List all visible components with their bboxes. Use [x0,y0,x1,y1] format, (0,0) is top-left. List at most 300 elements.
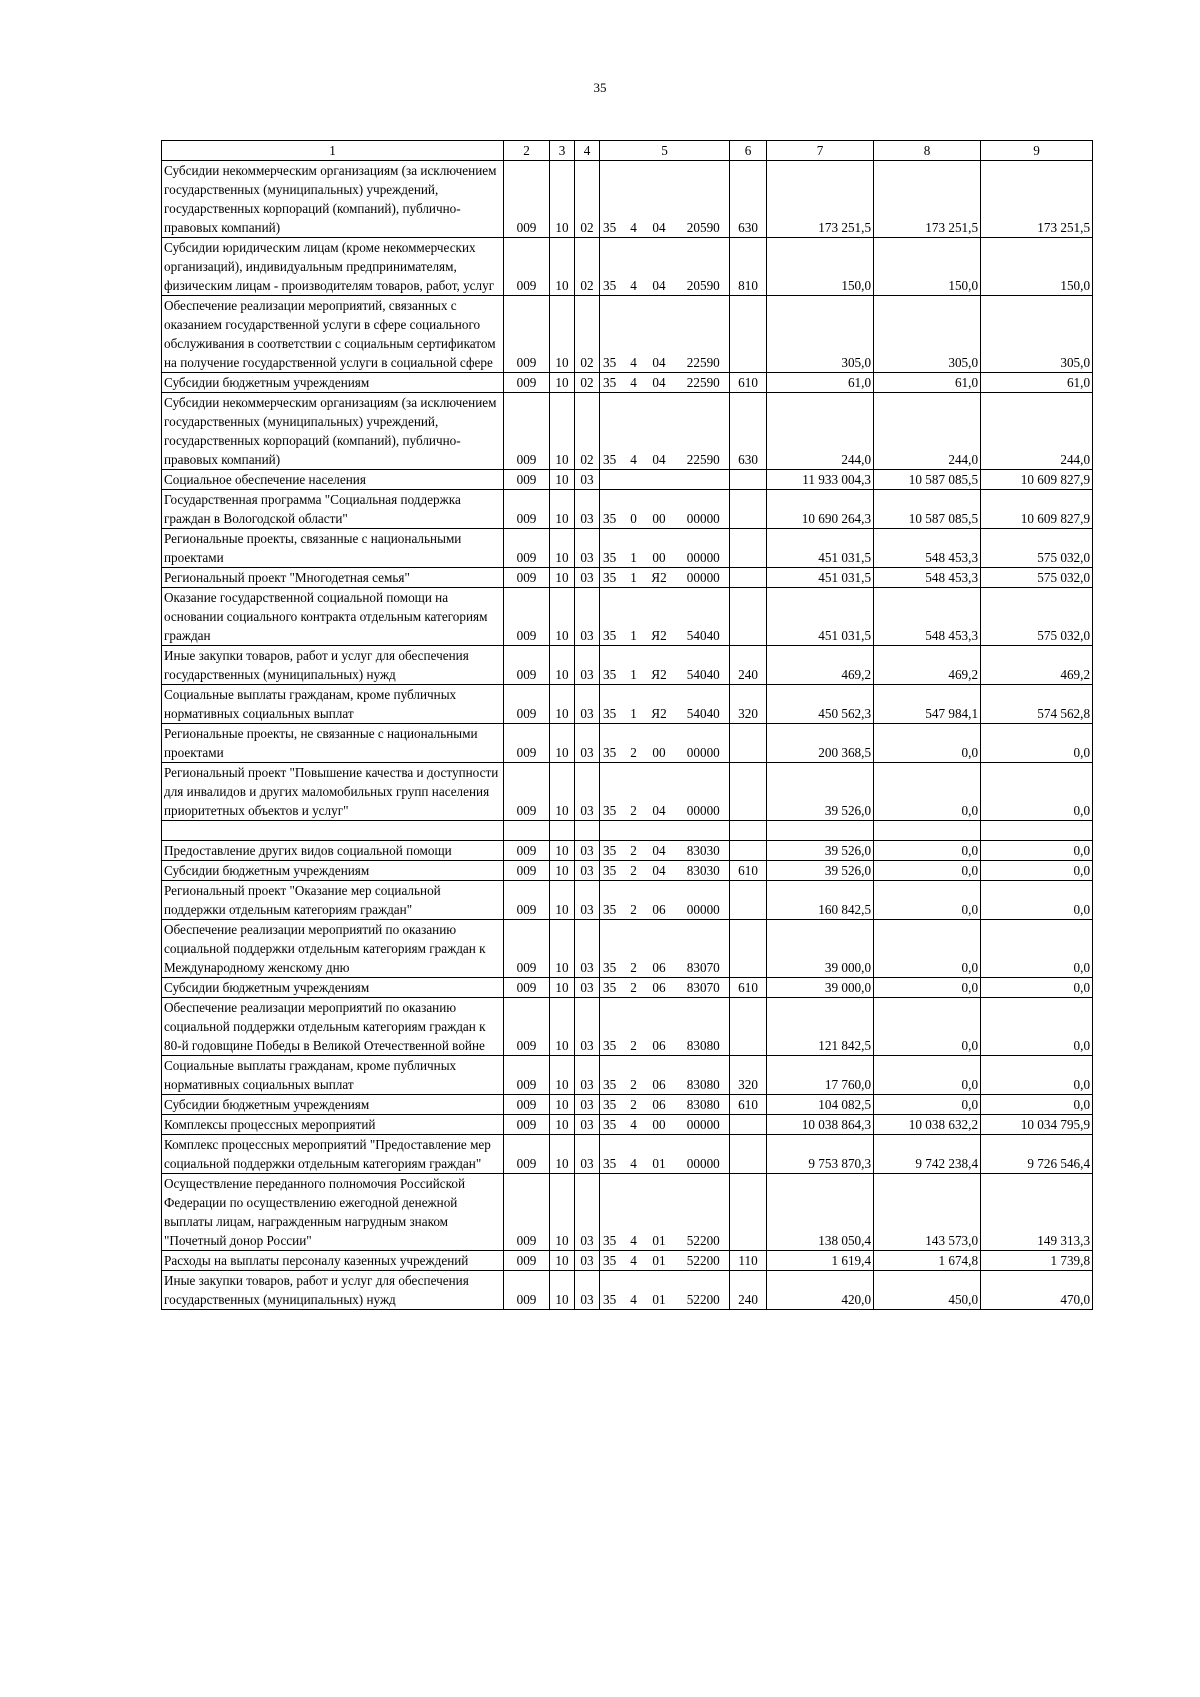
direction-code: 54040 [678,588,730,646]
subsection-code: 03 [575,1095,600,1115]
direction-code: 20590 [678,238,730,296]
project-code: 04 [641,296,678,373]
direction-code: 22590 [678,393,730,470]
subsection-code: 03 [575,763,600,821]
subsection-code: 03 [575,978,600,998]
direction-code: 83070 [678,920,730,978]
amount-year-2: 0,0 [874,724,981,763]
direction-code: 00000 [678,490,730,529]
column-header-8: 8 [874,141,981,161]
project-code: 04 [641,763,678,821]
row-name: Субсидии юридическим лицам (кроме некоммерческих организаций), индивидуальным предпринимателям, физическим лицам - производителям товаров, работ, услуг [162,238,504,296]
spacer-cell [767,821,874,841]
section-code: 10 [550,685,575,724]
subprogram-code: 2 [627,998,641,1056]
amount-year-2: 469,2 [874,646,981,685]
amount-year-1: 451 031,5 [767,588,874,646]
row-name: Обеспечение реализации мероприятий по оказанию социальной поддержки отдельным категориям граждан к Международному женскому дню [162,920,504,978]
amount-year-3: 0,0 [981,881,1093,920]
program-code: 35 [600,238,627,296]
amount-year-3: 149 313,3 [981,1174,1093,1251]
table-row [162,1174,1093,1251]
amount-year-3: 0,0 [981,1095,1093,1115]
amount-year-3: 575 032,0 [981,588,1093,646]
grbs-code: 009 [504,646,550,685]
direction-code: 83030 [678,841,730,861]
program-code: 35 [600,1251,627,1271]
subprogram-code: 4 [627,1271,641,1310]
amount-year-2: 0,0 [874,1095,981,1115]
table-row [162,1056,1093,1095]
amount-year-1: 104 082,5 [767,1095,874,1115]
spacer-cell [162,821,504,841]
amount-year-2: 0,0 [874,998,981,1056]
grbs-code: 009 [504,490,550,529]
amount-year-2: 0,0 [874,920,981,978]
amount-year-2: 0,0 [874,1056,981,1095]
amount-year-3: 0,0 [981,1056,1093,1095]
section-code: 10 [550,1135,575,1174]
column-header-7: 7 [767,141,874,161]
subsection-code: 03 [575,588,600,646]
direction-code: 52200 [678,1174,730,1251]
direction-code: 83030 [678,861,730,881]
grbs-code: 009 [504,470,550,490]
section-code: 10 [550,238,575,296]
expense-type-code: 240 [730,1271,767,1310]
project-code: 00 [641,1115,678,1135]
row-name: Социальное обеспечение населения [162,470,504,490]
amount-year-3: 0,0 [981,920,1093,978]
row-name: Субсидии бюджетным учреждениям [162,373,504,393]
grbs-code: 009 [504,685,550,724]
program-code: 35 [600,763,627,821]
section-code: 10 [550,920,575,978]
grbs-code: 009 [504,296,550,373]
program-code: 35 [600,161,627,238]
row-name: Региональный проект "Оказание мер социальной поддержки отдельным категориям граждан" [162,881,504,920]
row-name: Субсидии бюджетным учреждениям [162,978,504,998]
row-name: Социальные выплаты гражданам, кроме публичных нормативных социальных выплат [162,1056,504,1095]
subprogram-code: 4 [627,393,641,470]
direction-code: 00000 [678,1135,730,1174]
amount-year-2: 173 251,5 [874,161,981,238]
program-code: 35 [600,841,627,861]
amount-year-2: 10 587 085,5 [874,470,981,490]
project-code: 04 [641,161,678,238]
program-code: 35 [600,861,627,881]
section-code: 10 [550,1095,575,1115]
amount-year-3: 150,0 [981,238,1093,296]
section-code: 10 [550,470,575,490]
amount-year-1: 61,0 [767,373,874,393]
spacer-cell [504,821,550,841]
project-code: Я2 [641,568,678,588]
amount-year-3: 244,0 [981,393,1093,470]
program-code: 35 [600,1056,627,1095]
program-code: 35 [600,393,627,470]
budget-table [161,140,1093,1310]
program-code: 35 [600,373,627,393]
subsection-code: 03 [575,470,600,490]
subsection-code: 03 [575,881,600,920]
direction-code: 54040 [678,646,730,685]
program-code: 35 [600,490,627,529]
table-row [162,393,1093,470]
page-number: 35 [593,80,607,95]
table-header-row [162,141,1093,161]
project-code: 00 [641,724,678,763]
amount-year-1: 11 933 004,3 [767,470,874,490]
expense-type-code: 630 [730,161,767,238]
section-code: 10 [550,1271,575,1310]
column-header-9: 9 [981,141,1093,161]
subsection-code: 03 [575,1251,600,1271]
project-code: 04 [641,861,678,881]
expense-type-code: 810 [730,238,767,296]
expense-type-code [730,470,767,490]
table-row [162,841,1093,861]
program-code: 35 [600,881,627,920]
amount-year-2: 1 674,8 [874,1251,981,1271]
project-code: 06 [641,1056,678,1095]
project-code: 01 [641,1135,678,1174]
row-name: Иные закупки товаров, работ и услуг для обеспечения государственных (муниципальных) нужд [162,1271,504,1310]
amount-year-1: 39 526,0 [767,861,874,881]
amount-year-2: 0,0 [874,841,981,861]
expense-type-code [730,1135,767,1174]
amount-year-1: 39 526,0 [767,841,874,861]
grbs-code: 009 [504,1174,550,1251]
section-code: 10 [550,978,575,998]
subsection-code: 03 [575,1056,600,1095]
amount-year-3: 305,0 [981,296,1093,373]
subprogram-code: 2 [627,763,641,821]
column-header-5: 5 [600,141,730,161]
subprogram-code: 4 [627,238,641,296]
amount-year-3: 575 032,0 [981,529,1093,568]
amount-year-1: 305,0 [767,296,874,373]
amount-year-1: 17 760,0 [767,1056,874,1095]
subprogram-code: 4 [627,161,641,238]
amount-year-3: 469,2 [981,646,1093,685]
amount-year-1: 160 842,5 [767,881,874,920]
project-code: 04 [641,238,678,296]
section-code: 10 [550,568,575,588]
amount-year-3: 173 251,5 [981,161,1093,238]
amount-year-3: 61,0 [981,373,1093,393]
amount-year-2: 0,0 [874,881,981,920]
project-code: 04 [641,841,678,861]
program-code: 35 [600,1271,627,1310]
amount-year-1: 1 619,4 [767,1251,874,1271]
table-row [162,920,1093,978]
spacer-cell [550,821,575,841]
subprogram-code: 2 [627,1056,641,1095]
subsection-code: 02 [575,161,600,238]
direction-code: 00000 [678,568,730,588]
amount-year-1: 9 753 870,3 [767,1135,874,1174]
program-code: 35 [600,998,627,1056]
amount-year-1: 469,2 [767,646,874,685]
amount-year-1: 10 038 864,3 [767,1115,874,1135]
row-name: Расходы на выплаты персоналу казенных учреждений [162,1251,504,1271]
amount-year-3: 0,0 [981,724,1093,763]
expense-type-code [730,920,767,978]
grbs-code: 009 [504,998,550,1056]
table-row [162,568,1093,588]
amount-year-3: 0,0 [981,978,1093,998]
amount-year-3: 574 562,8 [981,685,1093,724]
direction-code: 00000 [678,763,730,821]
project-code: 06 [641,881,678,920]
subprogram-code: 2 [627,861,641,881]
row-name: Социальные выплаты гражданам, кроме публичных нормативных социальных выплат [162,685,504,724]
project-code: 00 [641,529,678,568]
project-code: 01 [641,1271,678,1310]
row-name: Осуществление переданного полномочия Российской Федерации по осуществлению ежегодной денежной выплаты лицам, награжденным нагрудным знаком "Почетный донор России" [162,1174,504,1251]
amount-year-1: 200 368,5 [767,724,874,763]
amount-year-2: 547 984,1 [874,685,981,724]
section-code: 10 [550,724,575,763]
row-name: Обеспечение реализации мероприятий, связанных с оказанием государственной услуги в сфере социального обслуживания в соответствии с социальным сертификатом на получение государственной услуги в социальной сфере [162,296,504,373]
table-row [162,998,1093,1056]
program-code: 35 [600,1115,627,1135]
amount-year-3: 9 726 546,4 [981,1135,1093,1174]
grbs-code: 009 [504,920,550,978]
row-name: Обеспечение реализации мероприятий по оказанию социальной поддержки отдельным категориям граждан к 80-й годовщине Победы в Великой Отечественной войне [162,998,504,1056]
program-code: 35 [600,296,627,373]
spacer-cell [575,821,600,841]
amount-year-2: 244,0 [874,393,981,470]
amount-year-1: 10 690 264,3 [767,490,874,529]
subsection-code: 03 [575,646,600,685]
amount-year-2: 150,0 [874,238,981,296]
expense-type-code: 110 [730,1251,767,1271]
amount-year-2: 0,0 [874,978,981,998]
direction-code: 00000 [678,1115,730,1135]
expense-type-code [730,529,767,568]
project-code: Я2 [641,588,678,646]
project-code: 06 [641,998,678,1056]
amount-year-1: 451 031,5 [767,568,874,588]
table-row [162,763,1093,821]
amount-year-2: 143 573,0 [874,1174,981,1251]
direction-code: 22590 [678,296,730,373]
amount-year-2: 548 453,3 [874,529,981,568]
project-code: 06 [641,978,678,998]
table-row [162,490,1093,529]
subprogram-code: 4 [627,1174,641,1251]
table-row [162,529,1093,568]
subprogram-code: 2 [627,978,641,998]
row-name: Предоставление других видов социальной помощи [162,841,504,861]
subsection-code: 02 [575,238,600,296]
row-name: Региональный проект "Повышение качества и доступности для инвалидов и других маломобильных групп населения приоритетных объектов и услуг" [162,763,504,821]
subsection-code: 03 [575,529,600,568]
row-name: Региональные проекты, связанные с национальными проектами [162,529,504,568]
table-row [162,724,1093,763]
subprogram-code: 2 [627,1095,641,1115]
grbs-code: 009 [504,861,550,881]
expense-type-code: 320 [730,685,767,724]
direction-code: 22590 [678,373,730,393]
direction-code: 00000 [678,724,730,763]
subprogram-code: 1 [627,646,641,685]
section-code: 10 [550,1174,575,1251]
expense-type-code [730,998,767,1056]
program-code: 35 [600,978,627,998]
expense-type-code: 320 [730,1056,767,1095]
subprogram-code [627,470,641,490]
subsection-code: 03 [575,1174,600,1251]
amount-year-1: 450 562,3 [767,685,874,724]
program-code [600,470,627,490]
amount-year-3: 575 032,0 [981,568,1093,588]
table-row [162,1115,1093,1135]
grbs-code: 009 [504,763,550,821]
subsection-code: 02 [575,296,600,373]
direction-code: 83080 [678,1095,730,1115]
table-row [162,588,1093,646]
subsection-code: 03 [575,568,600,588]
row-name: Субсидии некоммерческим организациям (за исключением государственных (муниципальных) учреждений, государственных корпораций (компаний), публично-правовых компаний) [162,161,504,238]
grbs-code: 009 [504,724,550,763]
subsection-code: 03 [575,685,600,724]
row-name: Комплексы процессных мероприятий [162,1115,504,1135]
amount-year-2: 0,0 [874,861,981,881]
project-code: 06 [641,1095,678,1115]
table-row [162,1135,1093,1174]
row-name: Оказание государственной социальной помощи на основании социального контракта отдельным категориям граждан [162,588,504,646]
amount-year-2: 61,0 [874,373,981,393]
program-code: 35 [600,724,627,763]
subsection-code: 02 [575,393,600,470]
subsection-code: 03 [575,920,600,978]
expense-type-code: 610 [730,861,767,881]
expense-type-code: 610 [730,978,767,998]
amount-year-2: 10 587 085,5 [874,490,981,529]
program-code: 35 [600,920,627,978]
amount-year-3: 10 034 795,9 [981,1115,1093,1135]
amount-year-2: 548 453,3 [874,588,981,646]
expense-type-code: 240 [730,646,767,685]
subprogram-code: 1 [627,568,641,588]
program-code: 35 [600,588,627,646]
table-row [162,881,1093,920]
grbs-code: 009 [504,393,550,470]
direction-code: 83080 [678,998,730,1056]
expense-type-code [730,1115,767,1135]
amount-year-3: 0,0 [981,841,1093,861]
expense-type-code [730,296,767,373]
row-name: Региональный проект "Многодетная семья" [162,568,504,588]
row-name: Государственная программа "Социальная поддержка граждан в Вологодской области" [162,490,504,529]
amount-year-2: 548 453,3 [874,568,981,588]
subprogram-code: 2 [627,724,641,763]
section-code: 10 [550,998,575,1056]
column-header-1: 1 [162,141,504,161]
row-name: Региональные проекты, не связанные с национальными проектами [162,724,504,763]
spacer-cell [981,821,1093,841]
section-code: 10 [550,1115,575,1135]
section-code: 10 [550,881,575,920]
expense-type-code: 630 [730,393,767,470]
section-code: 10 [550,373,575,393]
row-name: Субсидии бюджетным учреждениям [162,1095,504,1115]
grbs-code: 009 [504,529,550,568]
amount-year-2: 9 742 238,4 [874,1135,981,1174]
amount-year-3: 0,0 [981,998,1093,1056]
project-code: 00 [641,490,678,529]
grbs-code: 009 [504,373,550,393]
expense-type-code [730,568,767,588]
grbs-code: 009 [504,161,550,238]
program-code: 35 [600,1174,627,1251]
section-code: 10 [550,841,575,861]
table-body [162,161,1093,1310]
section-code: 10 [550,490,575,529]
subsection-code: 03 [575,1135,600,1174]
amount-year-2: 305,0 [874,296,981,373]
row-name: Субсидии бюджетным учреждениям [162,861,504,881]
spacer-cell [678,821,730,841]
section-code: 10 [550,646,575,685]
row-name: Иные закупки товаров, работ и услуг для обеспечения государственных (муниципальных) нужд [162,646,504,685]
project-code: 04 [641,373,678,393]
amount-year-3: 10 609 827,9 [981,490,1093,529]
column-header-2: 2 [504,141,550,161]
table-row [162,238,1093,296]
program-code: 35 [600,646,627,685]
project-code: 06 [641,920,678,978]
column-header-6: 6 [730,141,767,161]
section-code: 10 [550,1056,575,1095]
expense-type-code [730,763,767,821]
direction-code: 83070 [678,978,730,998]
subprogram-code: 4 [627,1135,641,1174]
project-code: 01 [641,1174,678,1251]
subsection-code: 02 [575,373,600,393]
table-row [162,978,1093,998]
section-code: 10 [550,393,575,470]
expense-type-code [730,841,767,861]
project-code: Я2 [641,685,678,724]
amount-year-1: 39 000,0 [767,920,874,978]
expense-type-code [730,724,767,763]
subsection-code: 03 [575,861,600,881]
grbs-code: 009 [504,238,550,296]
program-code: 35 [600,529,627,568]
spacer-cell [600,821,627,841]
amount-year-1: 451 031,5 [767,529,874,568]
direction-code: 20590 [678,161,730,238]
amount-year-3: 1 739,8 [981,1251,1093,1271]
section-code: 10 [550,1251,575,1271]
direction-code: 52200 [678,1271,730,1310]
direction-code: 52200 [678,1251,730,1271]
grbs-code: 009 [504,881,550,920]
program-code: 35 [600,685,627,724]
amount-year-1: 173 251,5 [767,161,874,238]
amount-year-3: 470,0 [981,1271,1093,1310]
direction-code: 83080 [678,1056,730,1095]
table-row [162,1271,1093,1310]
expense-type-code [730,881,767,920]
subprogram-code: 2 [627,841,641,861]
amount-year-1: 39 000,0 [767,978,874,998]
grbs-code: 009 [504,1271,550,1310]
